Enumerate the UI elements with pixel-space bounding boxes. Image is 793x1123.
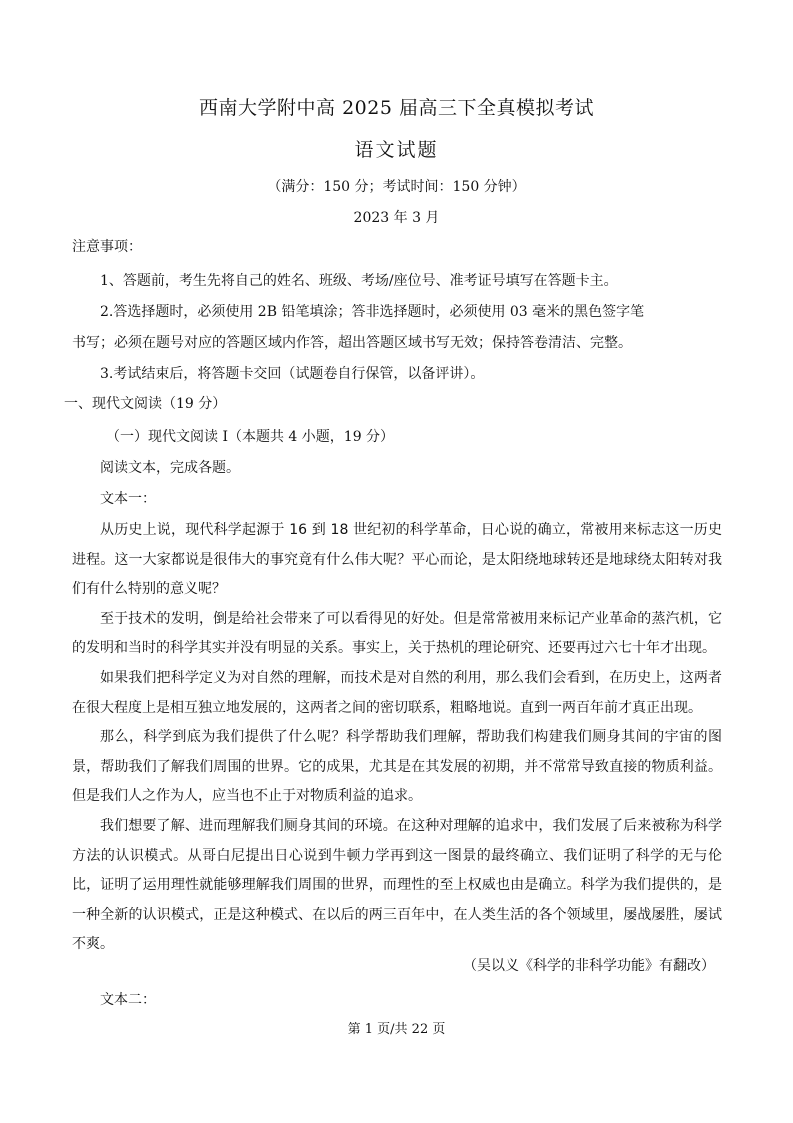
subject-title: 语文试题 bbox=[354, 139, 439, 161]
reading-passage bbox=[72, 516, 722, 960]
notice-item-1: 1、答题前，考生先将自己的姓名、班级、考场/座位号、准考证号填写在答题卡主。 bbox=[100, 273, 618, 289]
score-time-info: （满分：150 分；考试时间：150 分钟） bbox=[267, 179, 526, 195]
notice-heading: 注意事项： bbox=[72, 239, 142, 255]
text-one-label: 文本一： bbox=[100, 491, 156, 507]
exam-date: 2023 年 3 月 bbox=[353, 210, 440, 226]
passage-paragraph: 至于技术的发明，倒是给社会带来了可以看得见的好处。但是常常被用来标记产业革命的蒸汽机，它的发明和当时的科学其实并没有明显的关系。事实上，关于热机的理论研究、还要再过六七十年才出现。 bbox=[72, 610, 722, 657]
passage-paragraph: 那么，科学到底为我们提供了什么呢？科学帮助我们理解，帮助我们构建我们厕身其间的宇宙的图景，帮助我们了解我们周围的世界。它的成果，尤其是在其发展的初期，并不常常导致直接的物质利益。但是我们人之作为人，应当也不止于对物质利益的追求。 bbox=[72, 729, 722, 805]
passage-source: （吴以义《科学的非科学功能》有翻改） bbox=[463, 958, 715, 974]
subsection-heading: （一）现代文阅读 I（本题共 4 小题，19 分） bbox=[106, 429, 395, 445]
text-two-label: 文本二： bbox=[100, 992, 156, 1008]
reading-instruction: 阅读文本，完成各题。 bbox=[100, 460, 240, 476]
exam-title: 西南大学附中高 2025 届高三下全真模拟考试 bbox=[199, 97, 594, 119]
passage-paragraph: 我们想要了解、进而理解我们厕身其间的环境。在这种对理解的追求中，我们发展了后来被称为科学方法的认识模式。从哥白尼提出日心说到牛顿力学再到这一图景的最终确立、我们证明了科学的无与伦比，证明了运用理性就能够理解我们周围的世界，而理性的至上权威也由是确立。科学为我们提供的，是一种全新的认识模式，正是这种模式、在以后的两三百年中，在人类生活的各个领域里，屡战屡胜，屡试不爽。 bbox=[72, 817, 722, 953]
passage-paragraph: 如果我们把科学定义为对自然的理解，而技术是对自然的利用，那么我们会看到，在历史上，这两者在很大程度上是相互独立地发展的，这两者之间的密切联系，粗略地说。直到一两百年前才真正出现。 bbox=[72, 669, 722, 716]
passage-paragraph: 从历史上说，现代科学起源于 16 到 18 世纪初的科学革命，日心说的确立，常被用来标志这一历史进程。这一大家都说是很伟大的事究竟有什么伟大呢？平心而论，是太阳绕地球转还是地球绕太阳转对我们有什么特别的意义呢？ bbox=[72, 522, 722, 598]
notice-list bbox=[72, 266, 722, 390]
notice-item-2-line-1: 2.答选择题时，必须使用 2B 铅笔填涂；答非选择题时，必须使用 03 毫米的黑色签字笔 bbox=[100, 304, 645, 320]
section-heading: 一、现代文阅读（19 分） bbox=[64, 396, 227, 412]
notice-item-2-line-2: 书写；必须在题号对应的答题区域内作答，超出答题区域书写无效；保持答卷清洁、完整。 bbox=[72, 335, 632, 351]
notice-item-3: 3.考试结束后，将答题卡交回（试题卷自行保管，以备评讲）。 bbox=[100, 366, 485, 382]
page-number: 第 1 页/共 22 页 bbox=[347, 1022, 446, 1037]
